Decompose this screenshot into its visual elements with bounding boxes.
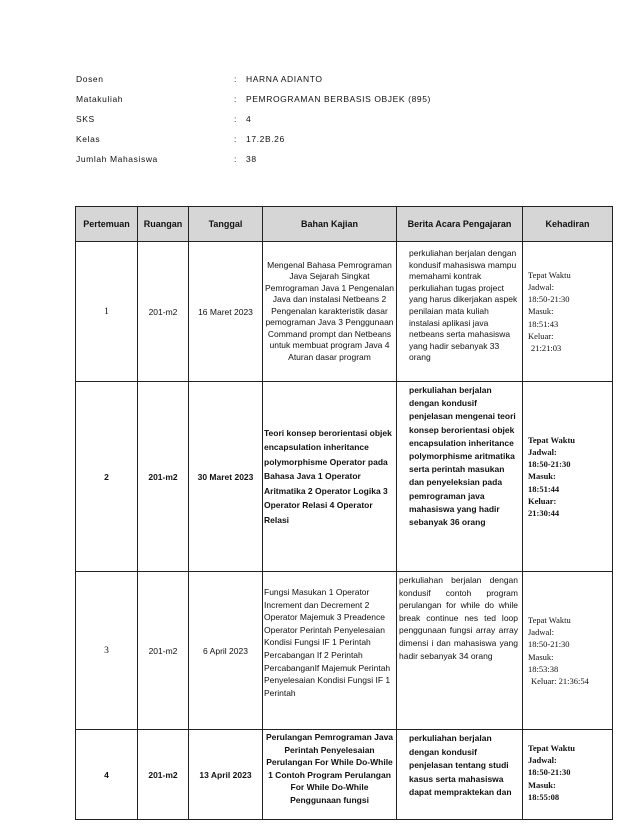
- info-value: HARNA ADIANTO: [246, 74, 323, 84]
- info-label: Matakuliah: [76, 94, 124, 104]
- header-ruangan: Ruangan: [138, 207, 189, 242]
- cell-berita-acara: perkuliahan berjalan dengan kondusif penjelasan mengenai teori konsep berorientasi objek encapsulation inheritance polymorphisme aritmatika serta perintah masukan dan penyeleksian pada pemrograman java mahasiswa yang hadir sebanyak 36 orang: [397, 382, 523, 572]
- cell-bahan-kajian: Fungsi Masukan 1 Operator Increment dan Decrement 2 Operator Majemuk 3 Preadence Operator Perintah Penyelesaian Kondisi Fungsi IF 1 Perintah Percabangan If 2 Perintah PercabanganIf Majemuk Perintah Penyelesaian Kondisi Fungsi IF 1 Perintah: [263, 572, 397, 730]
- cell-pertemuan: 1: [76, 242, 138, 382]
- header-bahan-kajian: Bahan Kajian: [263, 207, 397, 242]
- info-label: Jumlah Mahasiswa: [76, 154, 158, 164]
- info-label: SKS: [76, 114, 95, 124]
- header-tanggal: Tanggal: [189, 207, 263, 242]
- cell-tanggal: 16 Maret 2023: [189, 242, 263, 382]
- hadir-keluar-label: Keluar:: [528, 330, 554, 341]
- info-colon: :: [234, 134, 237, 144]
- hadir-jadwal: 18:50-21:30: [528, 459, 571, 470]
- cell-tanggal: 13 April 2023: [189, 730, 263, 820]
- cell-kehadiran: [523, 730, 613, 820]
- info-label: Dosen: [76, 74, 104, 84]
- hadir-masuk: 18:55:08: [528, 791, 560, 802]
- cell-ruangan: 201-m2: [138, 242, 189, 382]
- hadir-masuk-label: Masuk:: [528, 779, 556, 790]
- hadir-keluar: 21:36:54: [558, 675, 589, 686]
- hadir-jadwal: 18:50-21:30: [528, 767, 571, 778]
- cell-ruangan: 201-m2: [138, 730, 189, 820]
- cell-bahan-kajian: Mengenal Bahasa Pemrograman Java Sejarah Singkat Pemrograman Java 1 Pengenalan Java dan instalasi Netbeans 2 Pengenalan karakteristik dasar pemograman Java 3 Penggunaan Command prompt dan Netbeans untuk membuat program Java 4 Aturan dasar program: [263, 242, 397, 382]
- cell-pertemuan: 2: [76, 382, 138, 572]
- hadir-keluar: 21:30:44: [528, 508, 560, 518]
- info-colon: :: [234, 94, 237, 104]
- hadir-jadwal: 18:50-21:30: [528, 639, 570, 650]
- cell-berita-acara: perkuliahan berjalan dengan kondusif penjelasan tentang studi kasus serta mahasiswa dapat mempraktekan dan: [397, 730, 523, 820]
- cell-bahan-kajian: Teori konsep berorientasi objek encapsulation inheritance polymorphisme Operator pada Bahasa Java 1 Operator Aritmatika 2 Operator Logika 3 Operator Relasi 4 Operator Relasi: [263, 382, 397, 572]
- info-colon: :: [234, 154, 237, 164]
- info-colon: :: [234, 74, 237, 84]
- header-berita-acara: Berita Acara Pengajaran: [397, 207, 523, 242]
- table-header-row: [76, 207, 613, 242]
- hadir-keluar: 21:21:03: [531, 343, 562, 353]
- hadir-status: Tepat Waktu: [528, 269, 571, 280]
- attendance-table: [75, 206, 613, 820]
- hadir-keluar-line: [528, 675, 612, 687]
- hadir-jadwal-label: Jadwal:: [528, 446, 557, 457]
- hadir-keluar-label: Keluar:: [528, 495, 557, 506]
- cell-kehadiran: [523, 242, 613, 382]
- info-value: 38: [246, 154, 257, 164]
- cell-tanggal: 30 Maret 2023: [189, 382, 263, 572]
- hadir-masuk-label: Masuk:: [528, 306, 554, 317]
- table-row: [76, 572, 613, 730]
- hadir-masuk: 18:53:38: [528, 663, 559, 674]
- hadir-masuk-label: Masuk:: [528, 471, 556, 482]
- cell-ruangan: 201-m2: [138, 382, 189, 572]
- cell-berita-acara: perkuliahan berjalan dengan kondusif contoh program perulangan for while do while break continue nes ted loop penggunaan fungsi array array dimensi i dan mahasiswa yang hadir sebanyak 34 orang: [397, 572, 523, 730]
- hadir-keluar-label: Keluar:: [531, 675, 557, 686]
- info-value: PEMROGRAMAN BERBASIS OBJEK (895): [246, 94, 431, 104]
- info-label: Kelas: [76, 134, 101, 144]
- table-row: [76, 242, 613, 382]
- hadir-masuk: 18:51:44: [528, 483, 560, 494]
- info-value: 17.2B.26: [246, 134, 285, 144]
- cell-berita-acara: perkuliahan berjalan dengan kondusif mahasiswa mampu memahami kontrak perkuliahan tugas project yang harus dikerjakan aspek penilaian mata kuliah instalasi aplikasi java netbeans serta mahasiswa yang hadir sebanyak 33 orang: [397, 242, 523, 382]
- hadir-jadwal-label: Jadwal:: [528, 281, 554, 292]
- info-colon: :: [234, 114, 237, 124]
- info-value: 4: [246, 114, 252, 124]
- table-row: [76, 730, 613, 820]
- cell-pertemuan: 4: [76, 730, 138, 820]
- hadir-status: Tepat Waktu: [528, 434, 576, 445]
- hadir-status: Tepat Waktu: [528, 743, 576, 753]
- cell-tanggal: 6 April 2023: [189, 572, 263, 730]
- cell-pertemuan: 3: [76, 572, 138, 730]
- cell-bahan-kajian: Perulangan Pemrograman Java Perintah Penyelesaian Perulangan For While Do-While 1 Contoh Program Perulangan For While Do-While Penggunaan fungsi: [263, 730, 397, 820]
- table-row: [76, 382, 613, 572]
- cell-ruangan: 201-m2: [138, 572, 189, 730]
- hadir-masuk-label: Masuk:: [528, 651, 554, 662]
- cell-kehadiran: [523, 572, 613, 730]
- hadir-jadwal-label: Jadwal:: [528, 755, 557, 766]
- hadir-masuk: 18:51:43: [528, 318, 559, 329]
- hadir-jadwal-label: Jadwal:: [528, 627, 554, 638]
- header-kehadiran: Kehadiran: [523, 207, 613, 242]
- header-pertemuan: Pertemuan: [76, 207, 138, 242]
- cell-kehadiran: [523, 382, 613, 572]
- hadir-status: Tepat Waktu: [528, 614, 571, 625]
- hadir-jadwal: 18:50-21:30: [528, 294, 570, 305]
